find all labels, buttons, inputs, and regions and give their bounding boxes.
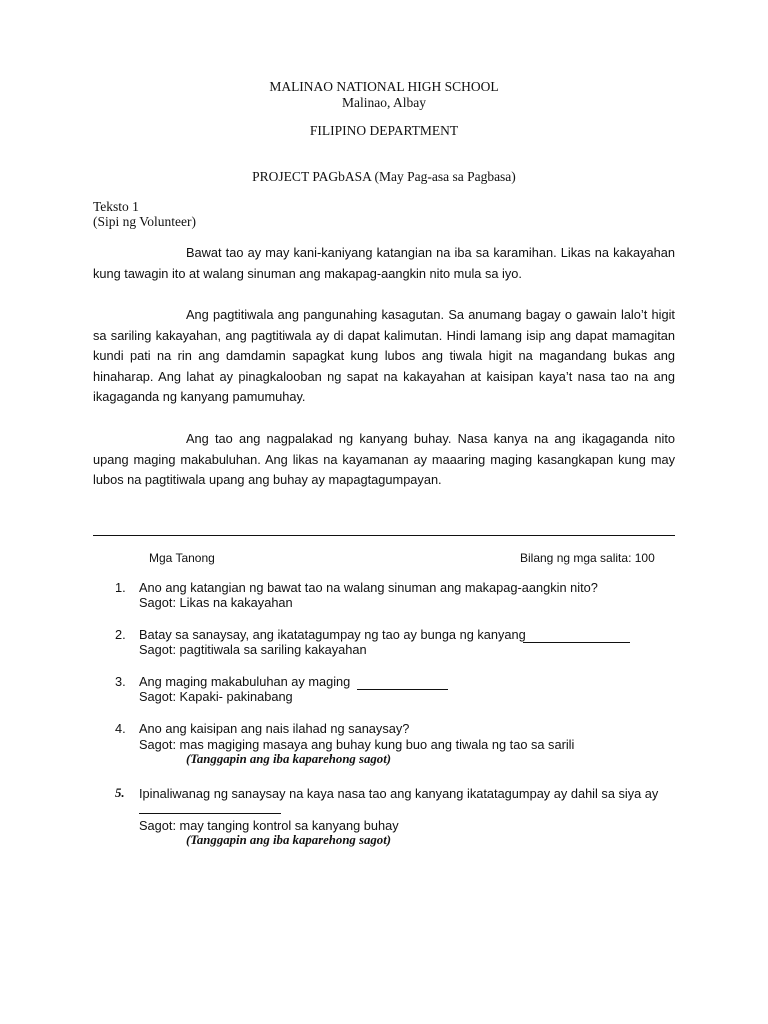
question-text: Ipinaliwanag ng sanaysay na kaya nasa tao ang kanyang ikatatagumpay ay dahil sa siya ay [139, 786, 659, 801]
question-number: 5. [115, 786, 125, 800]
department-name: FILIPINO DEPARTMENT [309, 123, 459, 138]
section-divider [93, 535, 675, 536]
question-number: 3. [115, 674, 126, 689]
question-number: 4. [115, 721, 126, 736]
answer-text: Sagot: may tanging kontrol sa kanyang buhay [139, 818, 399, 833]
school-location: Malinao, Albay [342, 95, 426, 110]
answer-text: Sagot: Kapaki- pakinabang [139, 689, 293, 704]
question-text: Batay sa sanaysay, ang ikatatagumpay ng tao ay bunga ng kanyang [139, 627, 526, 642]
paragraph-1: Bawat tao ay may kani-kaniyang katangian na iba sa karamihan. Likas na kakayahan kung tawagin ito at walang sinuman ang makapag-aangkin nito mula sa iyo. [93, 245, 675, 281]
question-number: 1. [115, 580, 126, 595]
question-text: Ano ang kaisipan ang nais ilahad ng sanaysay? [139, 721, 410, 736]
paragraph-2: Ang pagtitiwala ang pangunahing kasagutan. Sa anumang bagay o gawain lalo’t higit sa sariling kakayahan, ang pagtitiwala ay di dapat kalimutan. Hindi lamang isip ang dapat mamagitan kundi pati na rin ang damdamin sapagkat kung lubos ang tiwala higit na magandang bukas ang hinaharap. Ang lahat ay pinagkalooban ng sapat na kakayahan at kaisipan kaya’t nasa tao na ang ikagaganda ng kanyang pamumuhay. [93, 307, 675, 405]
project-title: PROJECT PAGbASA (May Pag-asa sa Pagbasa) [252, 169, 516, 184]
answer-blank [523, 641, 630, 643]
answer-note: (Tanggapin ang iba kaparehong sagot) [186, 752, 392, 766]
paragraph-3: Ang tao ang nagpalakad ng kanyang buhay. Nasa kanya na ang ikagaganda nito upang maging makabuluhan. Ang likas na kayamanan ay maaaring maging kasangkapan kung may lubos na pagtitiwala upang ang buhay ay mapagtagumpayan. [93, 431, 675, 488]
questions-label: Mga Tanong [149, 551, 215, 565]
text-title: Teksto 1 [93, 199, 139, 214]
answer-blank [139, 812, 281, 814]
question-text: Ano ang katangian ng bawat tao na walang sinuman ang makapag-aangkin nito? [139, 580, 598, 595]
answer-text: Sagot: mas magiging masaya ang buhay kung buo ang tiwala ng tao sa sarili [139, 737, 575, 752]
answer-blank [357, 688, 448, 690]
answer-text: Sagot: Likas na kakayahan [139, 595, 293, 610]
school-name: MALINAO NATIONAL HIGH SCHOOL [269, 79, 499, 94]
text-source: (Sipi ng Volunteer) [93, 214, 196, 229]
word-count: Bilang ng mga salita: 100 [520, 551, 655, 565]
answer-note: (Tanggapin ang iba kaparehong sagot) [186, 833, 392, 847]
question-number: 2. [115, 627, 126, 642]
question-text: Ang maging makabuluhan ay maging [139, 674, 351, 689]
answer-text: Sagot: pagtitiwala sa sariling kakayahan [139, 642, 367, 657]
